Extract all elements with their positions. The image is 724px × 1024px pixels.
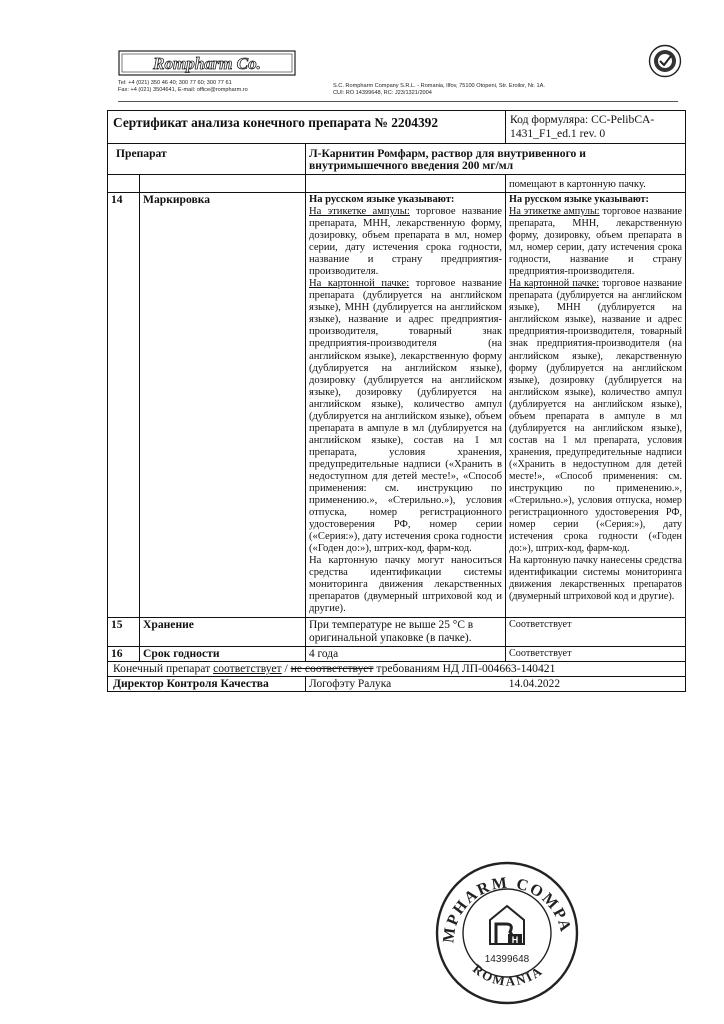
- storage-result: Соответствует: [506, 617, 686, 646]
- svg-text:ROMANIA: [470, 961, 546, 989]
- row-name: Маркировка: [140, 192, 306, 617]
- certificate-title: Сертификат анализа конечного препарата № 2204392: [108, 111, 506, 144]
- continuation-text: помещают в картонную пачку.: [506, 174, 686, 192]
- result-pack-label: На картонной пачке:: [509, 278, 600, 290]
- row-name: Хранение: [140, 617, 306, 646]
- signature-row: [108, 677, 686, 692]
- conclusion: [108, 661, 686, 676]
- company-info: [333, 83, 545, 97]
- stamp-country: ROMANIA: [470, 961, 546, 989]
- signature-block: [306, 677, 686, 692]
- signature-role: Директор Контроля Качества: [108, 677, 306, 692]
- stamp-number: 14399648: [484, 954, 530, 965]
- quality-seal-icon: [648, 44, 682, 78]
- spec-heading: На русском языке указывают:: [309, 193, 455, 205]
- product-label: Препарат: [108, 144, 306, 175]
- result-heading: На русском языке указывают:: [509, 193, 649, 205]
- contact-phone: Tel: +4 (021) 350 46 40; 300 77 60; 300 77 61: [118, 80, 232, 86]
- row-name: Срок годности: [140, 646, 306, 661]
- formulary-code: Код формуляра: CC-PelibCA-1431_F1_ed.1 rev. 0: [506, 111, 686, 144]
- result-tracking-text: На картонную пачку нанесены средства идентификации системы мониторинга движения лекарственных препаратов (двумерный штриховой код и другие).: [509, 555, 683, 603]
- shelf-life-result: Соответствует: [506, 646, 686, 661]
- signature-name: Логофэту Ралука: [309, 678, 392, 691]
- company-registration: CUI: RO 14399648, RC: J23/1321/2004: [333, 90, 432, 97]
- contact-info: [118, 80, 248, 94]
- letterhead: [118, 50, 678, 106]
- conclusion-complies: соответствует: [213, 661, 282, 675]
- table-row: [108, 617, 686, 646]
- title-row: [108, 111, 686, 144]
- table-row: [108, 192, 686, 617]
- shelf-life-spec: 4 года: [306, 646, 506, 661]
- signature-date: 14.04.2022: [508, 678, 561, 691]
- certificate-table: [107, 110, 686, 692]
- contact-fax-email: Fax: +4 (021) 3504641, E-mail: office@rompharm.ro: [118, 87, 248, 94]
- company-address: S.C. Rompharm Company S.R.L. - Romania, Ilfov, 75100 Otopeni, Str. Eroilor, Nr. 1A.: [333, 83, 545, 89]
- stamp-top-text: MPHARM COMPA: [440, 874, 575, 944]
- row-number: 15: [108, 617, 140, 646]
- spec-ampoule-label: На этикетке ампулы:: [309, 205, 410, 217]
- svg-text:H: H: [511, 935, 519, 945]
- row-number: 14: [108, 192, 140, 617]
- product-value: Л-Карнитин Ромфарм, раствор для внутривенного и внутримышечного введения 200 мг/мл: [306, 144, 686, 175]
- conclusion-row: [108, 661, 686, 676]
- conclusion-not-complies: не соответствует: [290, 661, 374, 675]
- table-row: [108, 646, 686, 661]
- svg-text:ROMPHARM COMPANY: [432, 858, 574, 944]
- result-pack-text: торговое название препарата (дублируется на английском языке), МНН (дублируется на английском языке), название и адрес предприятия-производителя, товарный знак предприятия-производителя (на английском языке), лекарственную форму (дублируется на английском языке), дозировку (дублируется на английском языке), количество ампул (дублируется на английском языке), объем препарата в ампуле в мл (дублируется на английском языке), состав на 1 мл препарата, условия хранения, предупредительные надписи («Хранить в недоступном для детей месте!», «Способ применения: см. инструкцию по применению.», «Стерильно.»), условия отпуска, номер регистрационного удостоверения РФ, номер серии («Серия:»), дату истечения срока годности («Годен до:»), штрих-код, фарм-код.: [509, 278, 683, 555]
- company-stamp: [432, 858, 582, 1008]
- logo-text: Rompharm Co.: [153, 54, 261, 73]
- spec-pack-label: На картонной пачке:: [309, 278, 410, 290]
- stamp-emblem-icon: [490, 906, 524, 945]
- result-ampoule-text: торговое название препарата, МНН, лекарственную форму, дозировку, объем препарата в мл, номер серии, дату истечения срока годности, название и страну предприятия-производителя.: [509, 205, 683, 278]
- spec-ampoule-text: торговое название препарата, МНН, лекарственную форму, дозировку, объем препарата в мл, номер серии, дату истечения срока годности, название и страну предприятия-производителя.: [309, 205, 503, 278]
- conclusion-suffix: требованиям НД ЛП-004663-140421: [376, 661, 556, 675]
- spec-pack-text: торговое название препарата (дублируется на английском языке), МНН (дублируется на английском языке), название и адрес предприятия-производителя, товарный знак предприятия-производителя (на английском языке), лекарственную форму (дублируется на английском языке), дозировку (дублируется на английском языке), дозировку (дублируется на английском языке), количество ампул (дублируется на английском языке), объем препарата в ампуле в мл (дублируется на английском языке), состав на 1 мл препарата, условия хранения, предупредительные надписи («Хранить в недоступном для детей месте!», «Способ применения: см. инструкцию по применению.», «Стерильно.»), условия отпуска, номер регистрационного удостоверения РФ, номер серии («Серия:»), дату истечения срока годности («Годен до:»), штрих-код, фарм-код.: [309, 278, 503, 555]
- rompharm-logo: [118, 50, 296, 76]
- product-row: [108, 144, 686, 175]
- conclusion-separator: /: [281, 661, 291, 675]
- continuation-row: [108, 174, 686, 192]
- storage-spec: При температуре не выше 25 °С в оригинальной упаковке (в пачке).: [306, 617, 506, 646]
- labeling-spec: [306, 192, 506, 617]
- spec-tracking-text: На картонную пачку могут наноситься средства идентификации системы мониторинга движения лекарственных препаратов (двумерный штриховой код и другие).: [309, 555, 503, 615]
- conclusion-prefix: Конечный препарат: [113, 661, 211, 675]
- result-ampoule-label: На этикетке ампулы:: [509, 205, 600, 217]
- labeling-result: [506, 192, 686, 617]
- header-divider: [118, 101, 678, 102]
- row-number: 16: [108, 646, 140, 661]
